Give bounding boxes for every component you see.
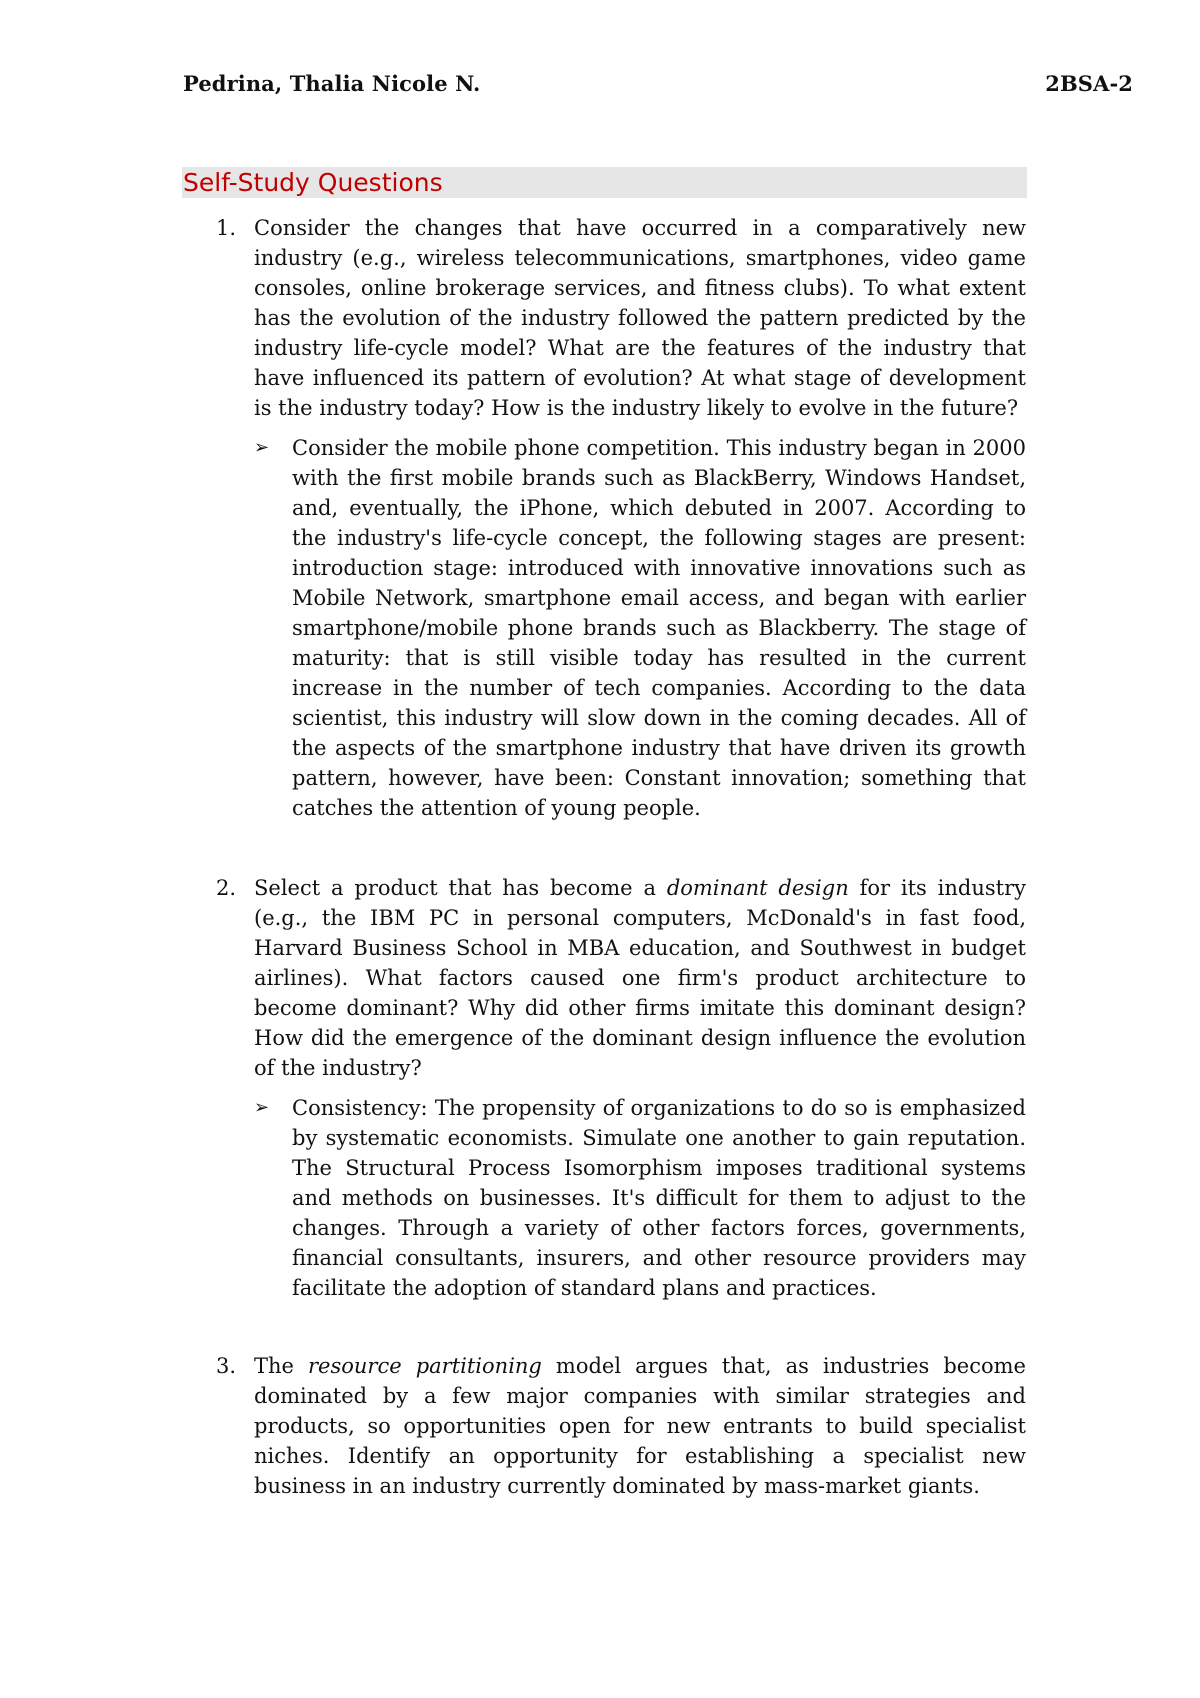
question-text: [254, 1351, 1026, 1501]
page-header: [183, 71, 1133, 96]
arrowhead-bullet-icon: ➢: [254, 1097, 270, 1118]
answer-text: Consider the mobile phone competition. This industry began in 2000 with the first mobile brands such as BlackBerry, Windows Handset, and, eventually, the iPhone, which debuted in 2007. According to the industry's life-cycle concept, the following stages are present: introduction stage: introduced with innovative innovations such as Mobile Network, smartphone email access, and began with earlier smartphone/mobile phone brands such as Blackberry. The stage of maturity: that is still visible today has resulted in the current increase in the number of tech companies. According to the data scientist, this industry will slow down in the coming decades. All of the aspects of the smartphone industry that have driven its growth pattern, however, have been: Constant innovation; something that catches the attention of young people.: [292, 436, 1026, 820]
student-name: Pedrina, Thalia Nicole N.: [183, 71, 481, 96]
emphasized-term: dominant design: [666, 876, 849, 900]
emphasized-term: resource partitioning: [308, 1354, 542, 1378]
question-number: 3.: [216, 1354, 237, 1378]
question-1: [216, 213, 1026, 423]
question-text: [254, 873, 1026, 1083]
question-number: 2.: [216, 876, 237, 900]
answer-text: Consistency: The propensity of organizations to do so is emphasized by systematic economists. Simulate one another to gain reputation. The Structural Process Isomorphism imposes traditional systems and methods on businesses. It's difficult for them to adjust to the changes. Through a variety of other factors forces, governments, financial consultants, insurers, and other resource providers may facilitate the adoption of standard plans and practices.: [292, 1096, 1026, 1300]
question-text-part: Select a product that has become a: [254, 876, 667, 900]
question-number: 1.: [216, 216, 237, 240]
question-text-part: The: [254, 1354, 309, 1378]
answer-1: [254, 433, 1026, 823]
question-text-part: for its industry (e.g., the IBM PC in personal computers, McDonald's in fast food, Harvard Business School in MBA education, and Southwest in budget airlines). What factors caused one firm's product architecture to become dominant? Why did other firms imitate this dominant design? How did the emergence of the dominant design influence the evolution of the industry?: [254, 876, 1027, 1080]
answer-2: [254, 1093, 1026, 1303]
question-3: [216, 1351, 1026, 1501]
section-title: Self-Study Questions: [183, 168, 443, 197]
question-text: Consider the changes that have occurred in a comparatively new industry (e.g., wireless telecommunications, smartphones, video game consoles, online brokerage services, and fitness clubs). To what extent has the evolution of the industry followed the pattern predicted by the industry life-cycle model? What are the features of the industry that have influenced its pattern of evolution? At what stage of development is the industry today? How is the industry likely to evolve in the future?: [254, 216, 1026, 420]
question-text-part: model argues that, as industries become dominated by a few major companies with similar strategies and products, so opportunities open for new entrants to build specialist niches. Identify an opportunity for establishing a specialist new business in an industry currently dominated by mass-market giants.: [254, 1354, 1026, 1498]
question-2: [216, 873, 1026, 1083]
class-section: 2BSA-2: [1045, 71, 1133, 96]
arrowhead-bullet-icon: ➢: [254, 437, 270, 458]
